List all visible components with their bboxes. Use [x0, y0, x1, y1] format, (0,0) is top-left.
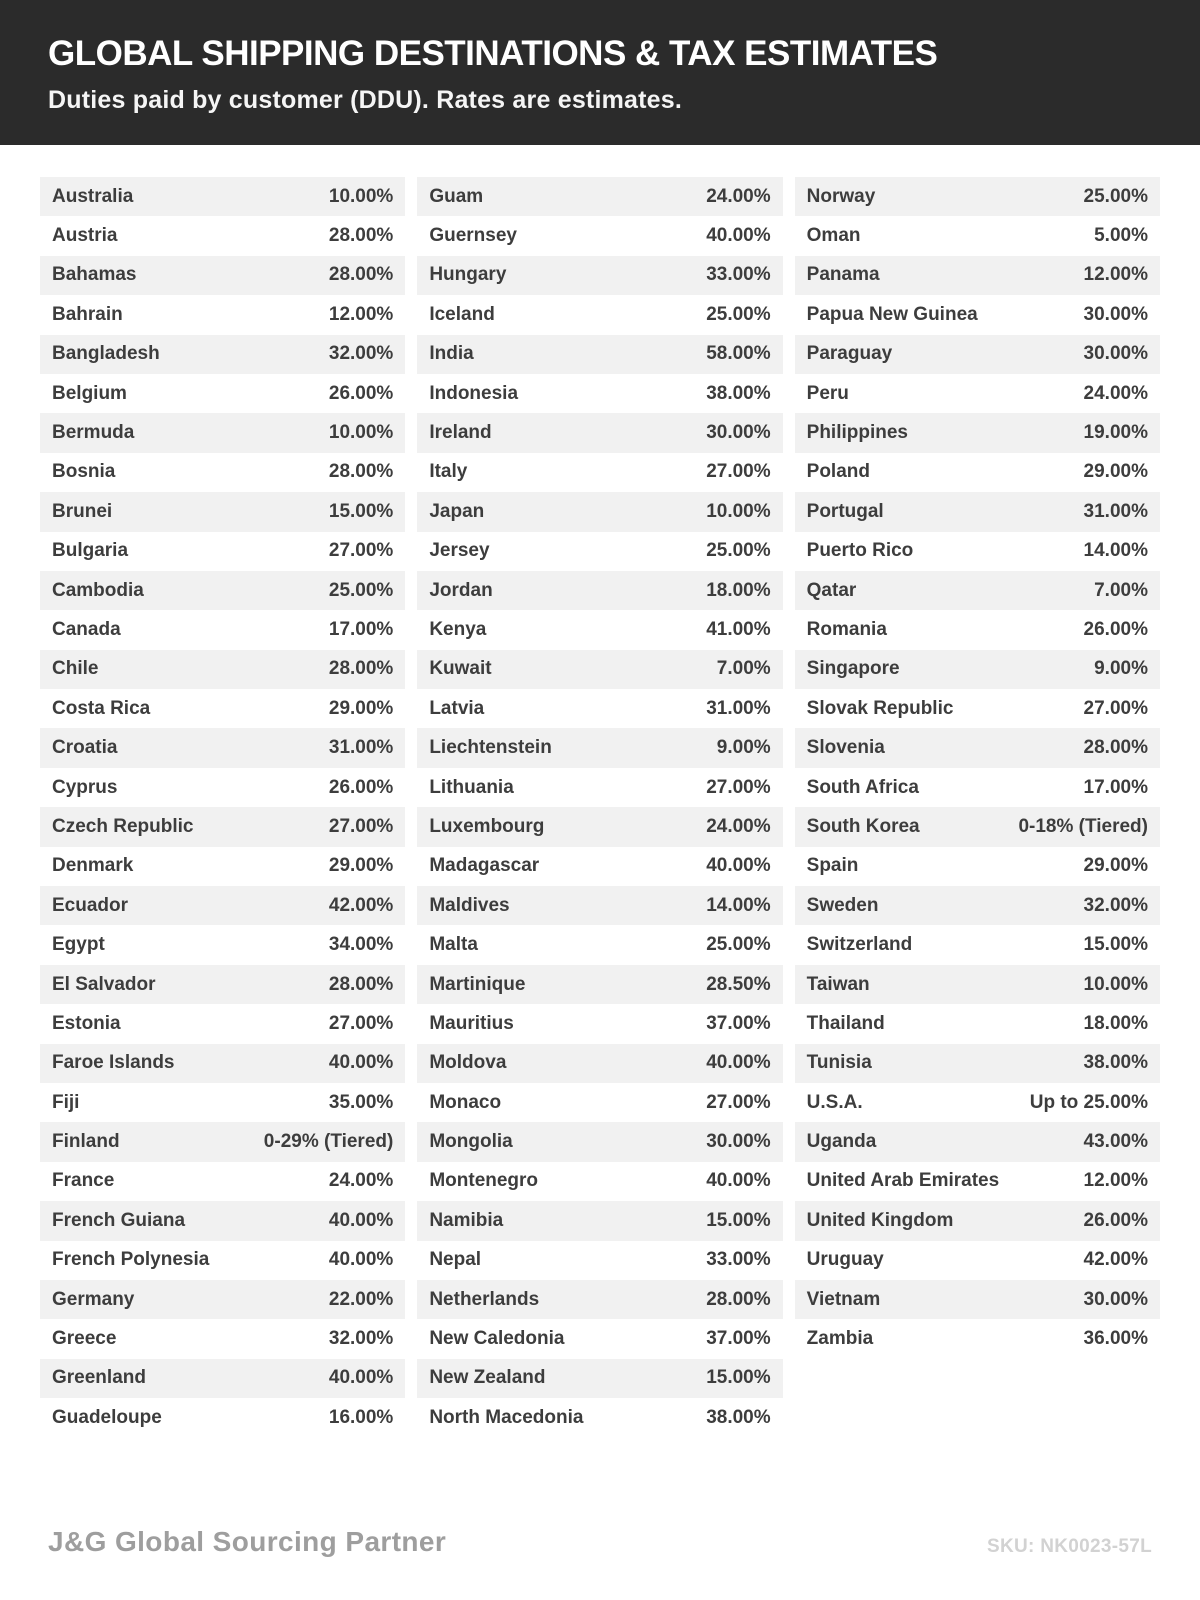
table-row	[795, 295, 1160, 334]
tax-rate: 30.00%	[1083, 343, 1148, 365]
table-row	[40, 1044, 405, 1083]
tax-rate: 30.00%	[1083, 303, 1148, 325]
country-name: Singapore	[806, 658, 900, 680]
tax-rate: 14.00%	[1083, 540, 1148, 562]
header	[0, 0, 1200, 145]
tax-rate: 29.00%	[328, 697, 394, 719]
tax-rate: 12.00%	[1083, 264, 1148, 286]
tax-rate: 27.00%	[1083, 697, 1148, 719]
country-name: Bulgaria	[52, 540, 129, 562]
country-name: South Africa	[806, 776, 919, 798]
country-name: Costa Rica	[52, 697, 151, 719]
table-row	[417, 1201, 782, 1240]
table-row	[40, 1083, 405, 1122]
table-row	[795, 532, 1160, 571]
table-row	[795, 374, 1160, 413]
country-name: Martinique	[429, 973, 526, 995]
tax-rate: 29.00%	[1083, 461, 1148, 483]
tax-rate: 36.00%	[1083, 1328, 1148, 1350]
country-name: Italy	[429, 461, 468, 483]
tax-rate: 40.00%	[328, 1249, 394, 1271]
table-row	[417, 1319, 782, 1358]
table-row	[417, 807, 782, 846]
table-row	[795, 256, 1160, 295]
table-row	[40, 453, 405, 492]
table-row	[40, 177, 405, 216]
table-row	[417, 768, 782, 807]
tax-rate: 26.00%	[328, 776, 394, 798]
tax-rate: 14.00%	[706, 894, 771, 916]
tax-rate: 38.00%	[706, 1406, 771, 1428]
table-row	[417, 965, 782, 1004]
table-row	[417, 374, 782, 413]
country-name: Australia	[52, 185, 134, 207]
tax-rate: 25.00%	[706, 540, 771, 562]
table-row	[40, 728, 405, 767]
table-row	[795, 216, 1160, 255]
country-name: New Zealand	[429, 1367, 546, 1389]
tax-rate: 40.00%	[706, 1170, 771, 1192]
tax-rate: 15.00%	[706, 1209, 771, 1231]
country-name: Spain	[806, 855, 859, 877]
tax-rate: 18.00%	[1083, 1012, 1148, 1034]
table-row	[40, 886, 405, 925]
country-name: India	[429, 343, 474, 365]
country-name: Jordan	[429, 579, 493, 601]
tax-rate: 27.00%	[328, 540, 394, 562]
country-name: Peru	[806, 382, 849, 404]
country-name: Madagascar	[429, 855, 540, 877]
country-name: Jersey	[429, 540, 490, 562]
tax-rate: 25.00%	[706, 303, 771, 325]
table-row	[417, 610, 782, 649]
table-column-3	[795, 177, 1160, 1359]
tax-rate: 30.00%	[1083, 1288, 1148, 1310]
table-row	[795, 1241, 1160, 1280]
tax-rate: 31.00%	[706, 697, 771, 719]
tax-rate: 31.00%	[1083, 500, 1148, 522]
table-row	[417, 335, 782, 374]
country-name: Monaco	[429, 1091, 502, 1113]
tax-rate: Up to 25.00%	[1029, 1091, 1148, 1113]
tax-rate: 5.00%	[1094, 225, 1148, 247]
tax-rate: 37.00%	[706, 1328, 771, 1350]
table-row	[40, 1359, 405, 1398]
tax-rate: 35.00%	[328, 1091, 394, 1113]
tax-rate: 7.00%	[1094, 579, 1148, 601]
table-row	[417, 728, 782, 767]
country-name: Switzerland	[806, 934, 913, 956]
country-name: Uganda	[806, 1131, 877, 1153]
table-row	[40, 847, 405, 886]
table-row	[795, 335, 1160, 374]
table-row	[40, 650, 405, 689]
country-name: Ecuador	[52, 894, 129, 916]
tax-rate: 0-29% (Tiered)	[263, 1131, 394, 1153]
table-row	[417, 689, 782, 728]
table-row	[417, 413, 782, 452]
tax-rate: 27.00%	[706, 461, 771, 483]
table-row	[417, 847, 782, 886]
table-row	[40, 965, 405, 1004]
table-row	[795, 925, 1160, 964]
footer	[0, 1526, 1200, 1600]
table-row	[40, 413, 405, 452]
tax-rate: 33.00%	[706, 1249, 771, 1271]
tax-rate: 27.00%	[328, 1012, 394, 1034]
table-row	[40, 1004, 405, 1043]
country-name: Croatia	[52, 737, 118, 759]
table-row	[417, 532, 782, 571]
table-row	[795, 492, 1160, 531]
tax-rate: 25.00%	[706, 934, 771, 956]
tax-rate: 12.00%	[1083, 1170, 1148, 1192]
country-name: Egypt	[52, 934, 105, 956]
country-name: Bangladesh	[52, 343, 160, 365]
country-name: Fiji	[52, 1091, 80, 1113]
country-name: Austria	[52, 225, 118, 247]
table-row	[40, 1398, 405, 1437]
country-name: Mauritius	[429, 1012, 514, 1034]
table-row	[40, 216, 405, 255]
country-name: United Arab Emirates	[806, 1170, 1000, 1192]
country-name: French Guiana	[52, 1209, 186, 1231]
country-name: Kuwait	[429, 658, 492, 680]
country-name: Moldova	[429, 1052, 507, 1074]
tax-rate: 27.00%	[328, 815, 394, 837]
tax-rate: 28.00%	[328, 658, 394, 680]
country-name: U.S.A.	[806, 1091, 863, 1113]
page-subtitle: Duties paid by customer (DDU). Rates are estimates.	[48, 86, 683, 114]
country-name: Indonesia	[429, 382, 519, 404]
table-row	[417, 1004, 782, 1043]
table-row	[417, 1398, 782, 1437]
table-row	[795, 768, 1160, 807]
country-name: Puerto Rico	[806, 540, 914, 562]
country-name: Ireland	[429, 422, 492, 444]
country-name: Bahamas	[52, 264, 137, 286]
tax-rate: 30.00%	[706, 422, 771, 444]
table-row	[795, 1319, 1160, 1358]
country-name: Czech Republic	[52, 815, 194, 837]
table-row	[795, 1044, 1160, 1083]
tax-rate: 33.00%	[706, 264, 771, 286]
table-row	[417, 1280, 782, 1319]
tax-rate: 32.00%	[1083, 894, 1148, 916]
country-name: Poland	[806, 461, 870, 483]
table-row	[40, 925, 405, 964]
table-row	[795, 807, 1160, 846]
tax-rate: 10.00%	[706, 500, 771, 522]
country-name: El Salvador	[52, 973, 156, 995]
country-name: Oman	[806, 225, 861, 247]
table-row	[417, 886, 782, 925]
page-title: GLOBAL SHIPPING DESTINATIONS & TAX ESTIMATES	[48, 34, 938, 73]
country-name: North Macedonia	[429, 1406, 584, 1428]
tax-rate: 26.00%	[328, 382, 394, 404]
table-row	[417, 295, 782, 334]
tax-rate: 28.00%	[706, 1288, 771, 1310]
country-name: Latvia	[429, 697, 485, 719]
tax-rate: 34.00%	[328, 934, 394, 956]
tax-rate: 32.00%	[328, 343, 394, 365]
tax-rate: 28.50%	[706, 973, 771, 995]
country-name: Papua New Guinea	[806, 303, 978, 325]
tax-rate: 58.00%	[706, 343, 771, 365]
tax-rate: 40.00%	[328, 1052, 394, 1074]
table-row	[795, 413, 1160, 452]
tax-rate: 9.00%	[716, 737, 771, 759]
country-name: Bahrain	[52, 303, 123, 325]
table-row	[40, 610, 405, 649]
tax-rate: 38.00%	[706, 382, 771, 404]
tax-rate: 0-18% (Tiered)	[1018, 815, 1148, 837]
country-name: Slovak Republic	[806, 697, 954, 719]
country-name: Zambia	[806, 1328, 874, 1350]
tax-rate: 10.00%	[328, 185, 394, 207]
table-row	[40, 1162, 405, 1201]
country-name: Panama	[806, 264, 880, 286]
table-row	[417, 256, 782, 295]
table-row	[795, 886, 1160, 925]
country-name: Japan	[429, 500, 485, 522]
table-row	[40, 689, 405, 728]
country-name: French Polynesia	[52, 1249, 210, 1271]
tax-rate: 15.00%	[328, 500, 394, 522]
tax-rate: 42.00%	[1083, 1249, 1148, 1271]
table-row	[795, 847, 1160, 886]
tax-rate: 24.00%	[706, 185, 771, 207]
country-name: Guam	[429, 185, 484, 207]
table-row	[40, 1201, 405, 1240]
tax-rate: 17.00%	[328, 618, 394, 640]
tax-rate: 25.00%	[328, 579, 394, 601]
country-name: Liechtenstein	[429, 737, 552, 759]
table-row	[40, 532, 405, 571]
tax-rate: 40.00%	[328, 1367, 394, 1389]
table-row	[417, 177, 782, 216]
tax-rate: 19.00%	[1083, 422, 1148, 444]
country-name: Cyprus	[52, 776, 118, 798]
tax-rate: 29.00%	[328, 855, 394, 877]
table-row	[417, 1359, 782, 1398]
table-row	[417, 1044, 782, 1083]
tax-rate: 9.00%	[1094, 658, 1148, 680]
country-name: Canada	[52, 618, 121, 640]
tax-rate: 40.00%	[706, 1052, 771, 1074]
tax-rate: 28.00%	[328, 264, 394, 286]
country-name: Romania	[806, 618, 887, 640]
country-name: Tunisia	[806, 1052, 872, 1074]
tax-rate: 30.00%	[706, 1131, 771, 1153]
table-row	[417, 571, 782, 610]
country-name: Paraguay	[806, 343, 893, 365]
tax-rate: 10.00%	[1083, 973, 1148, 995]
country-name: Uruguay	[806, 1249, 884, 1271]
tax-rate: 10.00%	[328, 422, 394, 444]
country-name: Thailand	[806, 1012, 885, 1034]
table-row	[40, 492, 405, 531]
table-row	[40, 1122, 405, 1161]
country-name: Brunei	[52, 500, 113, 522]
tax-rate: 28.00%	[1083, 737, 1148, 759]
table-row	[417, 1241, 782, 1280]
table-row	[795, 1280, 1160, 1319]
country-name: Nepal	[429, 1249, 482, 1271]
table-row	[417, 650, 782, 689]
table-row	[40, 256, 405, 295]
brand-name: J&G Global Sourcing Partner	[48, 1526, 447, 1557]
country-name: Netherlands	[429, 1288, 540, 1310]
country-name: Lithuania	[429, 776, 514, 798]
tax-rate: 38.00%	[1083, 1052, 1148, 1074]
tax-rate: 25.00%	[1083, 185, 1148, 207]
country-name: Guernsey	[429, 225, 517, 247]
table-row	[795, 453, 1160, 492]
country-name: Portugal	[806, 500, 884, 522]
tax-rate: 15.00%	[706, 1367, 771, 1389]
tax-rate: 24.00%	[1083, 382, 1148, 404]
country-name: Cambodia	[52, 579, 144, 601]
table-row	[40, 807, 405, 846]
tax-rate: 17.00%	[1083, 776, 1148, 798]
table-row	[417, 1122, 782, 1161]
tax-rate: 12.00%	[328, 303, 394, 325]
tax-rate: 43.00%	[1083, 1131, 1148, 1153]
country-name: Iceland	[429, 303, 495, 325]
tax-rate: 24.00%	[328, 1170, 394, 1192]
table-row	[795, 650, 1160, 689]
country-name: Estonia	[52, 1012, 121, 1034]
table-row	[417, 925, 782, 964]
country-name: Slovenia	[806, 737, 885, 759]
tax-rate: 28.00%	[328, 225, 394, 247]
table-row	[417, 1162, 782, 1201]
tax-rate: 37.00%	[706, 1012, 771, 1034]
table-row	[40, 768, 405, 807]
country-name: Namibia	[429, 1209, 504, 1231]
country-name: United Kingdom	[806, 1209, 954, 1231]
tax-rate: 24.00%	[706, 815, 771, 837]
tax-rate: 32.00%	[328, 1328, 394, 1350]
country-name: Luxembourg	[429, 815, 545, 837]
tax-rate: 18.00%	[706, 579, 771, 601]
tax-rate: 40.00%	[706, 225, 771, 247]
table-row	[40, 1280, 405, 1319]
tax-rate: 31.00%	[328, 737, 394, 759]
country-name: Germany	[52, 1288, 135, 1310]
rates-table	[40, 177, 1160, 1526]
tax-rate: 42.00%	[328, 894, 394, 916]
country-name: Malta	[429, 934, 478, 956]
country-name: Greenland	[52, 1367, 146, 1389]
country-name: Vietnam	[806, 1288, 881, 1310]
country-name: Philippines	[806, 422, 909, 444]
country-name: New Caledonia	[429, 1328, 565, 1350]
table-row	[795, 1083, 1160, 1122]
tax-rate: 27.00%	[706, 1091, 771, 1113]
table-row	[795, 1122, 1160, 1161]
country-name: Bosnia	[52, 461, 116, 483]
table-row	[40, 295, 405, 334]
country-name: Mongolia	[429, 1131, 513, 1153]
country-name: Denmark	[52, 855, 134, 877]
table-row	[417, 453, 782, 492]
country-name: Qatar	[806, 579, 857, 601]
table-row	[40, 1319, 405, 1358]
table-row	[795, 571, 1160, 610]
table-row	[40, 374, 405, 413]
table-row	[795, 1162, 1160, 1201]
country-name: South Korea	[806, 815, 920, 837]
country-name: Faroe Islands	[52, 1052, 175, 1074]
country-name: Chile	[52, 658, 99, 680]
table-row	[40, 335, 405, 374]
tax-rate: 7.00%	[716, 658, 771, 680]
tax-rate: 28.00%	[328, 973, 394, 995]
sku-label: SKU: NK0023-57L	[987, 1536, 1152, 1557]
country-name: Kenya	[429, 618, 487, 640]
tax-rate: 22.00%	[328, 1288, 394, 1310]
country-name: Hungary	[429, 264, 507, 286]
table-row	[417, 216, 782, 255]
table-row	[417, 1083, 782, 1122]
country-name: Maldives	[429, 894, 510, 916]
country-name: France	[52, 1170, 115, 1192]
country-name: Sweden	[806, 894, 879, 916]
country-name: Taiwan	[806, 973, 870, 995]
tax-rate: 29.00%	[1083, 855, 1148, 877]
table-row	[795, 1201, 1160, 1240]
tax-rate: 40.00%	[328, 1209, 394, 1231]
tax-rate: 16.00%	[328, 1406, 394, 1428]
country-name: Belgium	[52, 382, 127, 404]
tax-rate: 26.00%	[1083, 618, 1148, 640]
tax-rate: 26.00%	[1083, 1209, 1148, 1231]
table-row	[417, 492, 782, 531]
country-name: Guadeloupe	[52, 1406, 162, 1428]
table-row	[40, 571, 405, 610]
table-row	[795, 610, 1160, 649]
table-column-2	[417, 177, 782, 1438]
table-row	[795, 728, 1160, 767]
table-row	[40, 1241, 405, 1280]
table-column-1	[40, 177, 405, 1438]
table-row	[795, 965, 1160, 1004]
country-name: Greece	[52, 1328, 117, 1350]
country-name: Montenegro	[429, 1170, 539, 1192]
tax-rate: 41.00%	[706, 618, 771, 640]
table-row	[795, 689, 1160, 728]
tax-rate: 27.00%	[706, 776, 771, 798]
tax-rate: 15.00%	[1083, 934, 1148, 956]
tax-rate: 28.00%	[328, 461, 394, 483]
country-name: Bermuda	[52, 422, 135, 444]
country-name: Norway	[806, 185, 876, 207]
table-row	[795, 177, 1160, 216]
tax-rate: 40.00%	[706, 855, 771, 877]
country-name: Finland	[52, 1131, 120, 1153]
table-row	[795, 1004, 1160, 1043]
